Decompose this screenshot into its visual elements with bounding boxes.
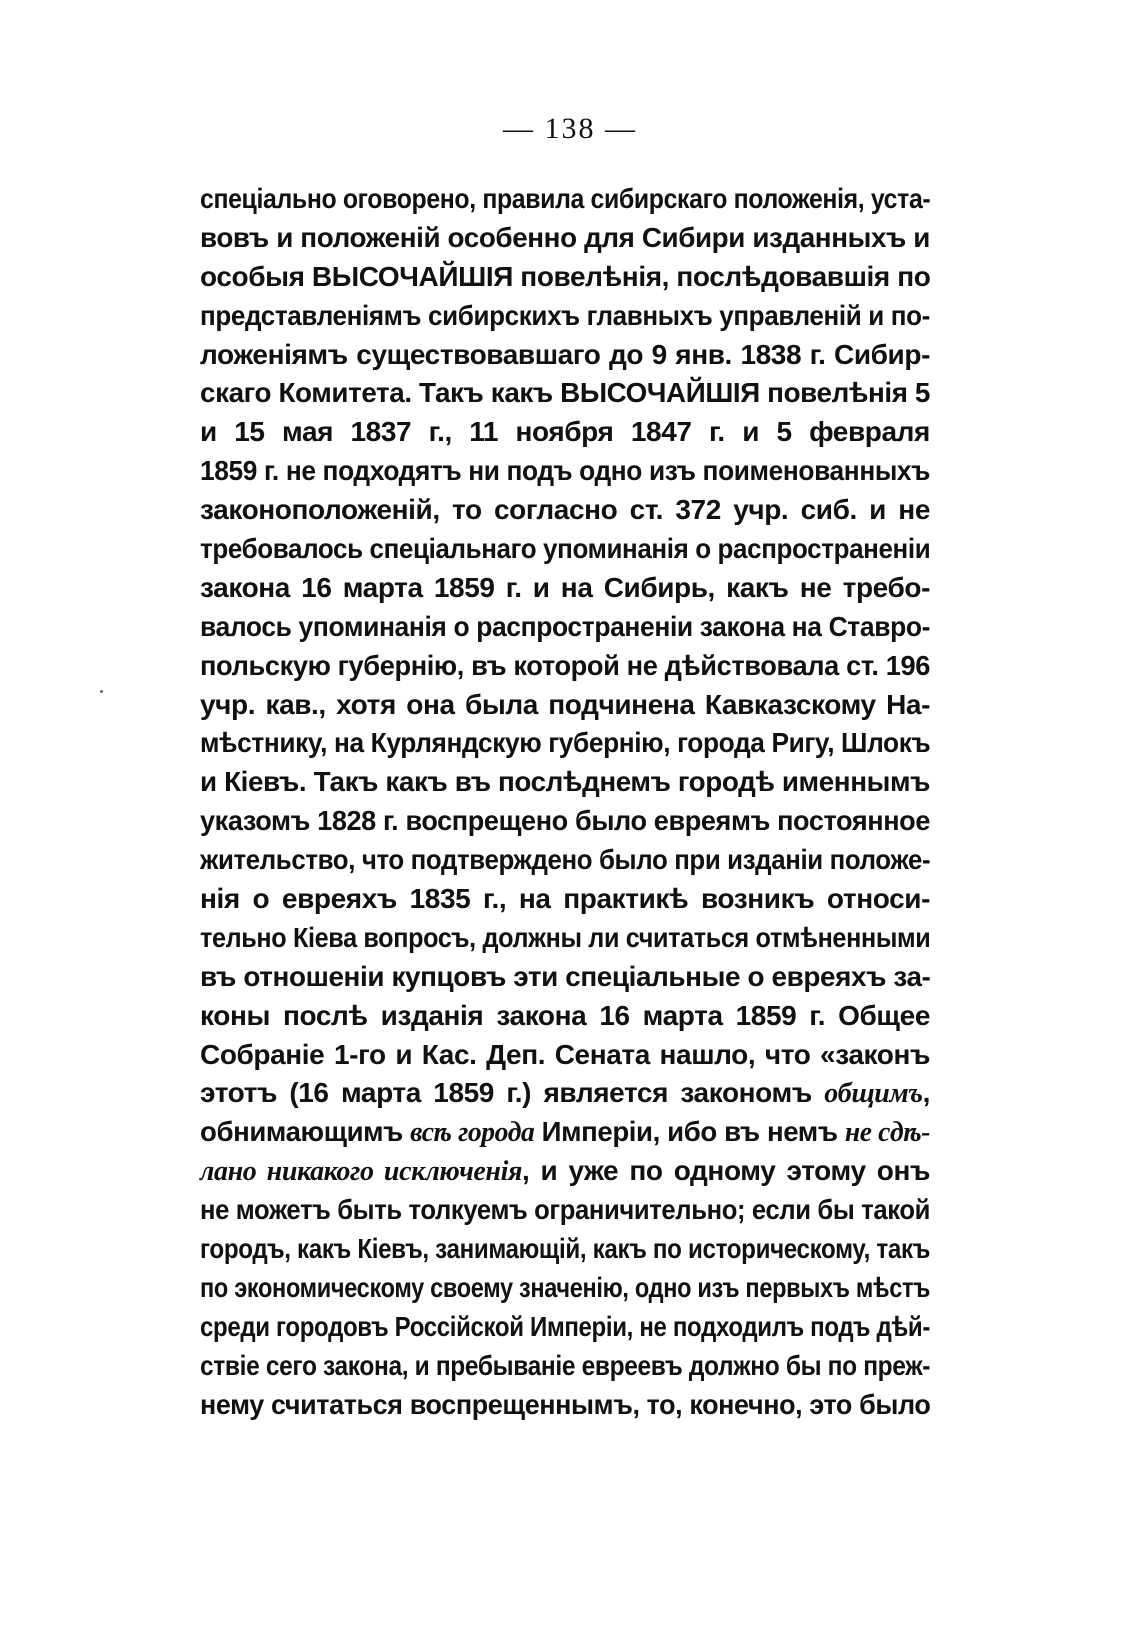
text-line-6: скаго Комитета. Такъ какъ ВЫСОЧАЙШІЯ повелѣнія 5 (200, 377, 931, 409)
text-line-22: коны послѣ изданія закона 16 марта 1859 г. Общее (200, 999, 930, 1031)
text-line-5: ложеніямъ существовавшаго до 9 янв. 1838 г. Сибир- (200, 338, 930, 370)
text-line-15: мѣстнику, на Курляндскую губернію, города Ригу, Шлокъ (200, 727, 931, 759)
text-line-19: нія о евреяхъ 1835 г., на практикѣ возникъ относи- (200, 883, 930, 915)
text-line-11: закона 16 марта 1859 г. и на Сибирь, какъ не требо- (200, 571, 930, 603)
text-line-24 (200, 1074, 930, 1113)
text-line-17: указомъ 1828 г. воспрещено было евреямъ постоянное (200, 805, 931, 837)
text-line-9: законоположеній, то согласно ст. 372 учр. сиб. и не (200, 494, 930, 526)
text-fragment: , и уже по одному этому онъ (521, 1155, 930, 1187)
text-line-31: ствіе сего закона, и пребываніе евреевъ должно бы по преж- (200, 1349, 931, 1381)
text-line-4: представленіямъ сибирскихъ главныхъ управленій и по- (200, 299, 930, 331)
text-line-10: требовалось спеціальнаго упоминанія о распространеніи (200, 533, 931, 565)
text-fragment: Имперіи, ибо въ немъ (534, 1116, 845, 1148)
text-line-1: спеціально оговорено, правила сибирскаго положенія, уста- (200, 183, 931, 214)
text-line-26 (200, 1152, 930, 1191)
text-line-8: 1859 г. не подходятъ ни подъ одно изъ поименованныхъ (200, 455, 930, 487)
text-fragment: этотъ (16 марта 1859 г.) является закономъ (200, 1077, 825, 1109)
text-line-32: нему считаться воспрещеннымъ, то, конечно, это было (200, 1388, 931, 1420)
text-line-20: тельно Кіева вопросъ, должны ли считаться отмѣненными (200, 921, 931, 953)
text-line-12: валось упоминанія о распространеніи закона на Ставро- (200, 610, 931, 642)
italic-fragment: не сдѣ- (844, 1117, 931, 1149)
text-line-25 (200, 1113, 930, 1152)
italic-fragment: общимъ (824, 1078, 923, 1110)
text-line-3: особыя ВЫСОЧАЙШІЯ повелѣнія, послѣдовавшія по (200, 260, 931, 292)
italic-fragment: всѣ города (410, 1117, 535, 1149)
text-line-27: не можетъ быть толкуемъ ограничительно; если бы такой (200, 1194, 931, 1226)
text-line-29: по экономическому своему значенію, одно изъ первыхъ мѣстъ (200, 1271, 930, 1303)
text-line-14: учр. кав., хотя она была подчинена Кавказскому На- (200, 688, 930, 720)
text-line-18: жительство, что подтверждено было при изданіи положе- (200, 844, 931, 876)
text-line-13: польскую губернію, въ которой не дѣйствовала ст. 196 (200, 649, 930, 681)
text-line-21: въ отношеніи купцовъ эти спеціальные о евреяхъ за- (200, 960, 931, 992)
text-line-23: Собраніе 1-го и Кас. Деп. Сената нашло, что «законъ (200, 1038, 930, 1070)
text-line-28: городъ, какъ Кіевъ, занимающій, какъ по историческому, такъ (200, 1233, 931, 1265)
text-fragment: , (922, 1077, 930, 1109)
text-line-7: и 15 мая 1837 г., 11 ноября 1847 г. и 5 февраля (200, 416, 930, 448)
margin-dot-mark (100, 690, 103, 693)
page-number: — 138 — (503, 112, 637, 145)
body-text (200, 180, 930, 1425)
italic-fragment: лано никакого исключенія (200, 1156, 522, 1188)
text-fragment: обнимающимъ (200, 1116, 411, 1148)
text-line-30: среди городовъ Россійской Имперіи, не подходилъ подъ дѣй- (200, 1310, 930, 1342)
text-line-2: вовъ и положеній особенно для Сибири изданныхъ и (200, 221, 931, 253)
text-line-16: и Кіевъ. Такъ какъ въ послѣднемъ городѣ именнымъ (200, 766, 931, 798)
